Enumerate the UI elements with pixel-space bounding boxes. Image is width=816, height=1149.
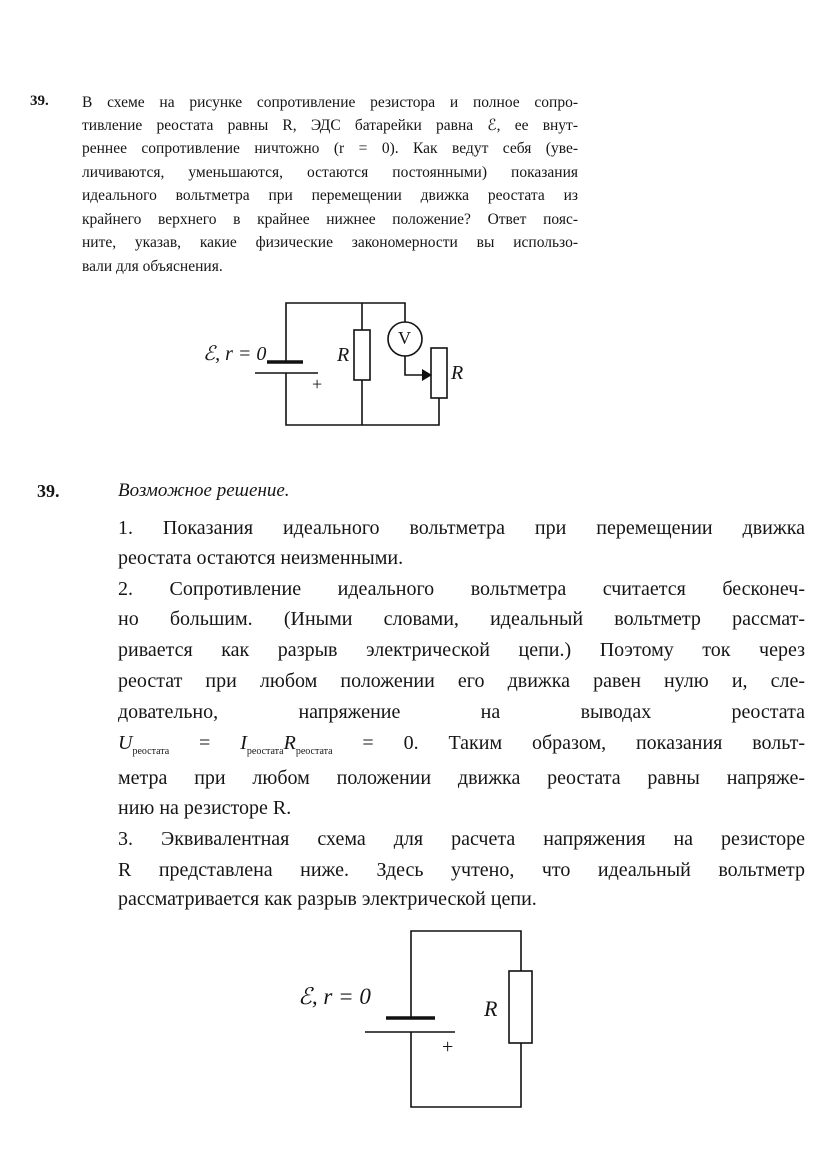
- text-line: 2. Сопротивление идеального вольтметра считается бесконеч-: [118, 578, 805, 600]
- text-line: но большим. (Иными словами, идеальный вольтметр рассмат-: [118, 608, 805, 630]
- text-line: личиваются, уменьшаются, остаются постоянными) показания: [82, 164, 578, 181]
- text-line: довательно, напряжение на выводах реостата: [118, 701, 805, 723]
- text-line: ните, указав, какие физические закономерности вы использо-: [82, 234, 578, 251]
- text-line: реостат при любом положении его движка равен нулю и, сле-: [118, 670, 805, 692]
- text-line: 1. Показания идеального вольтметра при перемещении движка: [118, 517, 805, 539]
- formula-eq: =: [169, 732, 241, 754]
- source-label: ℰ, r = 0: [203, 343, 267, 365]
- solution-title: Возможное решение.: [118, 480, 290, 501]
- resistor-2: [509, 971, 532, 1043]
- plus-sign-2: +: [442, 1036, 454, 1058]
- text-line: метра при любом положении движка реостата равны напряже-: [118, 767, 805, 789]
- text-line: вали для объяснения.: [82, 258, 223, 275]
- formula-r: R: [283, 732, 296, 754]
- formula-u: U: [118, 732, 133, 754]
- text-line: крайнего верхнего в крайнее нижнее положение? Ответ пояс-: [82, 211, 578, 228]
- source-label-2: ℰ, r = 0: [298, 984, 371, 1009]
- solution-number: 39.: [37, 481, 60, 501]
- plus-sign: +: [312, 374, 323, 394]
- text-line: реостата остаются неизменными.: [118, 547, 404, 569]
- text-line: ривается как разрыв электрической цепи.) Поэтому ток через: [118, 639, 805, 661]
- text-line: рассматривается как разрыв электрической цепи.: [118, 888, 537, 910]
- formula-sub: реостата: [246, 746, 284, 757]
- text-line: R представлена ниже. Здесь учтено, что идеальный вольтметр: [118, 859, 805, 881]
- resistor-label: R: [337, 344, 350, 366]
- resistor-label-2: R: [484, 996, 498, 1021]
- text-line: нию на резисторе R.: [118, 797, 292, 819]
- problem-number: 39.: [30, 93, 49, 109]
- text-line: 3. Эквивалентная схема для расчета напряжения на резисторе: [118, 828, 805, 850]
- rheostat: [431, 348, 447, 398]
- text-line: идеального вольтметра при перемещении движка реостата из: [82, 187, 578, 204]
- text-line: тивление реостата равны R, ЭДС батарейки равна ℰ, ее внут-: [82, 117, 578, 134]
- text-line: реннее сопротивление ничтожно (r = 0). Как ведут себя (уве-: [82, 140, 578, 157]
- formula-sub: реостата: [132, 746, 170, 757]
- voltmeter-label: V: [398, 328, 411, 348]
- formula-eq: = 0.: [332, 732, 419, 754]
- formula-line: [118, 731, 805, 764]
- rheostat-label: R: [451, 362, 464, 384]
- formula-rest: Таким образом, показания вольт-: [418, 732, 805, 754]
- formula-i: I: [240, 732, 247, 754]
- resistor: [354, 330, 370, 380]
- formula-sub: реостата: [295, 746, 333, 757]
- text-line: В схеме на рисунке сопротивление резистора и полное сопро-: [82, 94, 578, 111]
- rheostat-slider-arrow: [422, 369, 432, 381]
